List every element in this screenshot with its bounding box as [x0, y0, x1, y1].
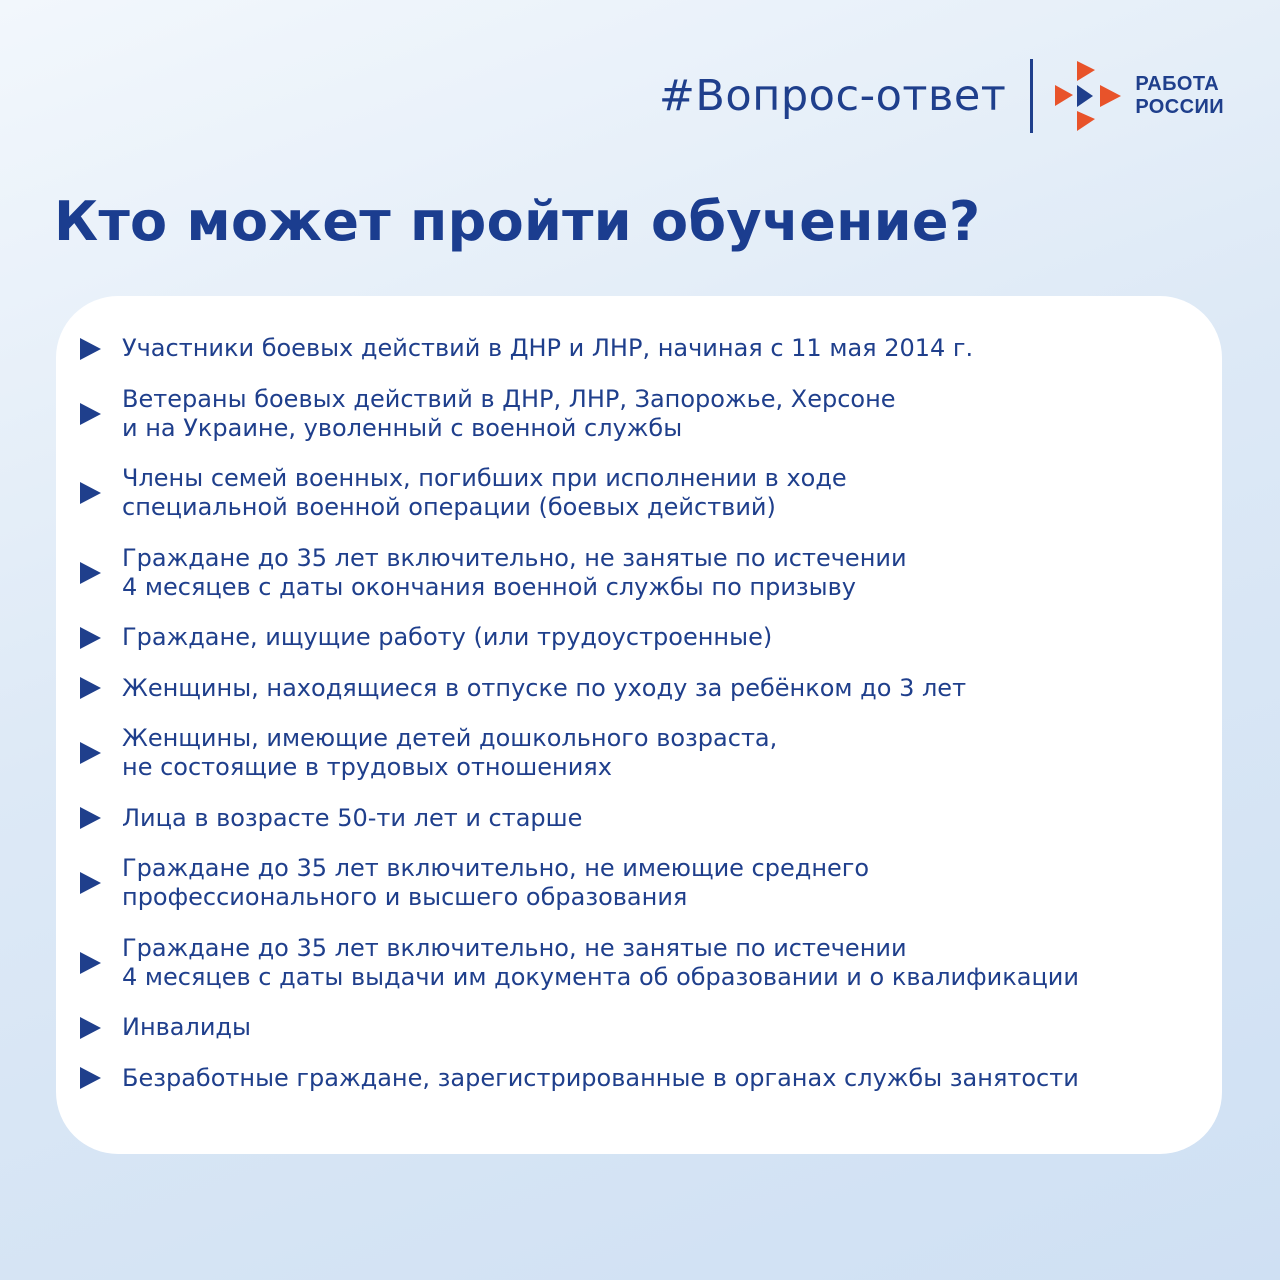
rabota-rossii-logo-icon	[1055, 61, 1121, 131]
logo-text	[1135, 73, 1224, 119]
list-item-text: Члены семей военных, погибших при исполнении в ходе специальной военной операции (боевых действий)	[122, 464, 847, 521]
list-item	[78, 464, 1206, 522]
content-card	[56, 296, 1222, 1154]
triangle-bullet-icon	[78, 951, 102, 975]
list-item	[78, 674, 1206, 703]
list-item-text: Граждане, ищущие работу (или трудоустроенные)	[122, 623, 773, 651]
logo-text-line1: РАБОТА	[1135, 73, 1220, 95]
list-item	[78, 544, 1206, 602]
rabota-rossii-logo	[1055, 61, 1224, 131]
list-item-text: Женщины, находящиеся в отпуске по уходу за ребёнком до 3 лет	[122, 673, 967, 702]
list-item	[78, 854, 1206, 912]
list-item-text: Лица в возрасте 50-ти лет и старше	[122, 803, 583, 832]
header-divider	[1030, 59, 1033, 133]
triangle-bullet-icon	[78, 626, 102, 650]
page-title: Кто может пройти обучение?	[54, 190, 981, 253]
list-item-text: Женщины, имеющие детей дошкольного возраста, не состоящие в трудовых отношениях	[122, 724, 778, 781]
header	[659, 58, 1224, 134]
logo-text-line2: РОССИИ	[1135, 96, 1224, 118]
list-item-text: Безработные граждане, зарегистрированные в органах службы занятости	[122, 1063, 1079, 1092]
list-item	[78, 623, 1206, 652]
list-item-text: Граждане до 35 лет включительно, не занятые по истечении 4 месяцев с даты окончания военной службы по призыву	[122, 543, 907, 601]
list-item	[78, 334, 1206, 363]
list-item	[78, 385, 1206, 443]
list-item	[78, 934, 1206, 992]
list-item	[78, 1013, 1206, 1042]
list-item	[78, 1064, 1206, 1093]
hashtag-title: #Вопрос-ответ	[658, 71, 1007, 121]
triangle-bullet-icon	[78, 806, 102, 830]
triangle-bullet-icon	[78, 481, 102, 505]
list-item-text: Граждане до 35 лет включительно, не занятые по истечении 4 месяцев с даты выдачи им документа об образовании и о квалификации	[122, 933, 1079, 991]
triangle-bullet-icon	[78, 1016, 102, 1040]
list-item	[78, 804, 1206, 833]
triangle-bullet-icon	[78, 337, 102, 361]
list-item-text: Инвалиды	[122, 1013, 251, 1041]
triangle-bullet-icon	[78, 402, 102, 426]
list-item-text: Граждане до 35 лет включительно, не имеющие среднего профессионального и высшего образования	[122, 854, 870, 911]
list-item-text: Ветераны боевых действий в ДНР, ЛНР, Запорожье, Херсоне и на Украине, уволенный с военной службы	[122, 384, 896, 442]
eligibility-list	[78, 334, 1206, 1093]
triangle-bullet-icon	[78, 561, 102, 585]
list-item-text: Участники боевых действий в ДНР и ЛНР, начиная с 11 мая 2014 г.	[122, 334, 974, 362]
list-item	[78, 724, 1206, 782]
triangle-bullet-icon	[78, 676, 102, 700]
triangle-bullet-icon	[78, 741, 102, 765]
triangle-bullet-icon	[78, 871, 102, 895]
triangle-bullet-icon	[78, 1066, 102, 1090]
